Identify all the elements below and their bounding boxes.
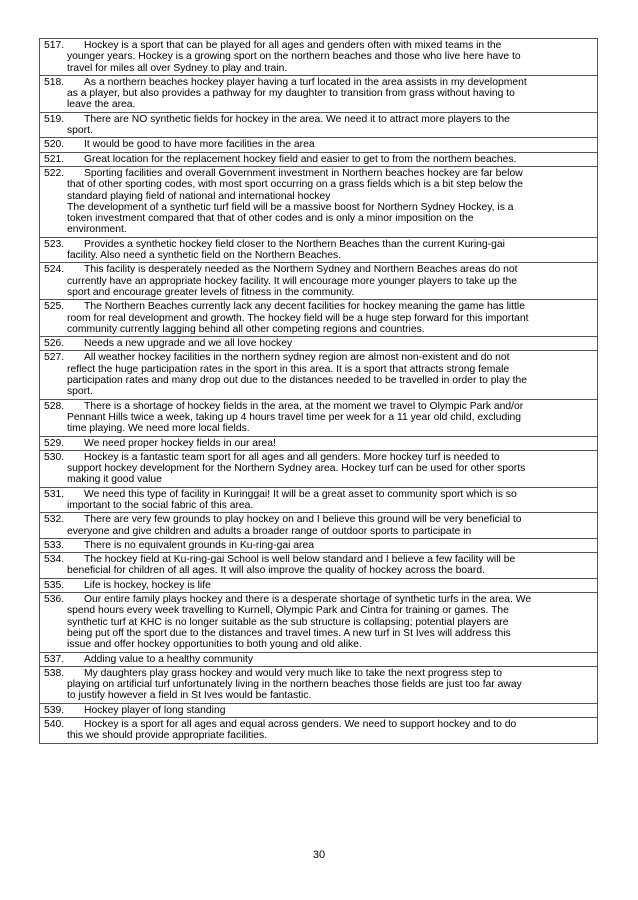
comment-row bbox=[39, 488, 598, 514]
comment-row bbox=[39, 593, 598, 652]
comment-line bbox=[44, 352, 593, 363]
comment-line bbox=[44, 250, 593, 261]
comment-line bbox=[44, 63, 593, 74]
comment-row bbox=[39, 300, 598, 337]
comment-number: 520. bbox=[44, 139, 65, 151]
comment-text: Hockey is a sport for all ages and equal across genders. We need to support hockey and to do bbox=[84, 719, 517, 731]
comment-number: 527. bbox=[44, 352, 65, 364]
comment-line bbox=[44, 213, 593, 224]
comment-text: playing on artificial turf unfortunately living in the northern beaches those fields are just too far away bbox=[67, 679, 522, 691]
comment-row bbox=[39, 400, 598, 437]
comment-line bbox=[44, 239, 593, 250]
comment-text: Adding value to a healthy community bbox=[84, 653, 254, 665]
comment-line bbox=[44, 514, 593, 525]
comment-row bbox=[39, 138, 598, 152]
comment-row bbox=[39, 167, 598, 238]
comment-line bbox=[44, 324, 593, 335]
comment-text: sport. bbox=[67, 386, 93, 398]
comment-text: everyone and give children and adults a broader range of outdoor sports to participate in bbox=[67, 525, 472, 537]
comment-text: Great location for the replacement hockey field and easier to get to from the northern beaches. bbox=[84, 153, 517, 165]
comment-text: important to the social fabric of this area. bbox=[67, 499, 254, 511]
comment-line bbox=[44, 51, 593, 62]
comment-text: The Northern Beaches currently lack any decent facilities for hockey meaning the game has little bbox=[84, 301, 525, 313]
comment-line bbox=[44, 423, 593, 434]
comment-text: sport. bbox=[67, 125, 93, 137]
comment-number: 528. bbox=[44, 400, 65, 412]
comment-line bbox=[44, 139, 593, 150]
comment-line bbox=[44, 114, 593, 125]
comment-text: room for real development and growth. The hockey field will be a huge step forward for this important bbox=[67, 312, 529, 324]
comment-text: There are very few grounds to play hockey on and I believe this ground will be very beneficial to bbox=[84, 514, 522, 526]
comment-text: currently have an appropriate hockey facility. It will encourage more younger players to take up the bbox=[67, 275, 518, 287]
comment-line bbox=[44, 654, 593, 665]
comment-line bbox=[44, 719, 593, 730]
comment-line bbox=[44, 338, 593, 349]
comment-number: 540. bbox=[44, 719, 65, 731]
comment-text: It would be good to have more facilities in the area bbox=[84, 139, 315, 151]
comment-line bbox=[44, 474, 593, 485]
comment-text: being put off the sport due to the distances and travel times. A new turf in St Ives will address this bbox=[67, 627, 511, 639]
comment-number: 518. bbox=[44, 76, 65, 88]
comment-text: reflect the huge participation rates in the sport in this area. It is a sport that attracts strong female bbox=[67, 363, 510, 375]
comment-row bbox=[39, 153, 598, 167]
comment-line bbox=[44, 364, 593, 375]
comment-line bbox=[44, 438, 593, 449]
comment-text: The hockey field at Ku-ring-gai School is well below standard and I believe a few facility will be bbox=[84, 554, 516, 566]
comment-line bbox=[44, 179, 593, 190]
comment-row bbox=[39, 704, 598, 718]
comment-row bbox=[39, 39, 598, 76]
comment-line bbox=[44, 401, 593, 412]
comment-text: We need proper hockey fields in our area! bbox=[84, 437, 276, 449]
comment-text: Sporting facilities and overall Government investment in Northern beaches hockey are far below bbox=[84, 167, 523, 179]
comment-line bbox=[44, 679, 593, 690]
comment-text: issue and offer hockey opportunities to both young and old alike. bbox=[67, 639, 362, 651]
comment-text: There is no equivalent grounds in Ku-ring-gai area bbox=[84, 539, 314, 551]
comment-text: There are NO synthetic fields for hockey in the area. We need it to attract more players to the bbox=[84, 113, 510, 125]
comment-number: 521. bbox=[44, 153, 65, 165]
comment-text: Life is hockey, hockey is life bbox=[84, 579, 211, 591]
comment-text: As a northern beaches hockey player having a turf located in the area assists in my development bbox=[84, 76, 527, 88]
comment-line bbox=[44, 690, 593, 701]
comment-row bbox=[39, 238, 598, 264]
comment-number: 535. bbox=[44, 579, 65, 591]
comment-number: 532. bbox=[44, 514, 65, 526]
comment-line bbox=[44, 628, 593, 639]
comments-table bbox=[39, 38, 598, 744]
comment-line bbox=[44, 526, 593, 537]
comment-number: 525. bbox=[44, 301, 65, 313]
comment-line bbox=[44, 301, 593, 312]
comment-text: environment. bbox=[67, 224, 127, 236]
comment-row bbox=[39, 76, 598, 113]
comment-text: participation rates and many drop out due to the distances needed to be travelled in order to play the bbox=[67, 375, 528, 387]
comment-row bbox=[39, 513, 598, 539]
comment-number: 522. bbox=[44, 167, 65, 179]
comment-text: Pennant Hills twice a week, taking up 4 hours travel time per week for a 11 year old child, excluding bbox=[67, 411, 522, 423]
comment-text: to justify however a field in St Ives would be fantastic. bbox=[67, 690, 312, 702]
comment-line bbox=[44, 500, 593, 511]
comment-text: We need this type of facility in Kuringgai! It will be a great asset to community sport which is so bbox=[84, 488, 517, 500]
comment-number: 537. bbox=[44, 653, 65, 665]
comment-text: There is a shortage of hockey fields in the area, at the moment we travel to Olympic Park and/or bbox=[84, 400, 524, 412]
comment-number: 531. bbox=[44, 488, 65, 500]
comment-line bbox=[44, 668, 593, 679]
comment-text: All weather hockey facilities in the northern sydney region are almost non-existent and do not bbox=[84, 352, 510, 364]
comment-line bbox=[44, 224, 593, 235]
comment-text: this we should provide appropriate facilities. bbox=[67, 730, 268, 742]
comment-row bbox=[39, 667, 598, 704]
comment-line bbox=[44, 202, 593, 213]
comment-text: travel for miles all over Sydney to play and train. bbox=[67, 62, 288, 74]
comment-text: support hockey development for the Northern Sydney area. Hockey turf can be used for other sports bbox=[67, 463, 526, 475]
comment-row bbox=[39, 718, 598, 744]
comment-text: Hockey is a sport that can be played for all ages and genders often with mixed teams in the bbox=[84, 40, 502, 51]
comment-text: beneficial for children of all ages. It will also improve the quality of hockey across the board. bbox=[67, 565, 485, 577]
comment-text: as a player, but also provides a pathway for my daughter to transition from grass without having to bbox=[67, 88, 515, 100]
comment-number: 536. bbox=[44, 594, 65, 606]
comment-number: 534. bbox=[44, 554, 65, 566]
comment-line bbox=[44, 40, 593, 51]
comment-text: younger years. Hockey is a growing sport on the northern beaches and those who live here have to bbox=[67, 51, 521, 63]
comment-row bbox=[39, 351, 598, 399]
comment-text: leave the area. bbox=[67, 99, 136, 111]
comment-line bbox=[44, 489, 593, 500]
comment-line bbox=[44, 594, 593, 605]
comment-text: synthetic turf at KHC is no longer suitable as the sub structure is collapsing; potential players are bbox=[67, 616, 509, 628]
comment-line bbox=[44, 463, 593, 474]
comment-line bbox=[44, 77, 593, 88]
comment-row bbox=[39, 579, 598, 593]
comment-number: 538. bbox=[44, 667, 65, 679]
comment-number: 523. bbox=[44, 238, 65, 250]
comment-number: 519. bbox=[44, 113, 65, 125]
comment-line bbox=[44, 375, 593, 386]
comment-text: Hockey is a fantastic team sport for all ages and all genders. More hockey turf is needed to bbox=[84, 451, 500, 463]
comment-text: standard playing field of national and international hockey bbox=[67, 190, 331, 202]
comment-text: This facility is desperately needed as the Northern Sydney and Northern Beaches areas do not bbox=[84, 264, 518, 276]
comment-line bbox=[44, 99, 593, 110]
comment-line bbox=[44, 705, 593, 716]
comment-text: sport and encourage greater levels of fitness in the community. bbox=[67, 286, 355, 298]
comment-number: 539. bbox=[44, 704, 65, 716]
comment-text: My daughters play grass hockey and would very much like to take the next progress step to bbox=[84, 667, 502, 679]
comment-line bbox=[44, 605, 593, 616]
comment-row bbox=[39, 451, 598, 488]
comment-line bbox=[44, 276, 593, 287]
comment-number: 530. bbox=[44, 451, 65, 463]
comment-line bbox=[44, 565, 593, 576]
comment-row bbox=[39, 263, 598, 300]
comment-line bbox=[44, 452, 593, 463]
comment-text: facility. Also need a synthetic field on the Northern Beaches. bbox=[67, 250, 342, 262]
comment-line bbox=[44, 580, 593, 591]
comment-text: making it good value bbox=[67, 474, 162, 486]
comment-text: Provides a synthetic hockey field closer to the Northern Beaches than the current Kuring-gai bbox=[84, 238, 505, 250]
comment-number: 524. bbox=[44, 264, 65, 276]
comment-line bbox=[44, 639, 593, 650]
comment-row bbox=[39, 553, 598, 579]
comment-row bbox=[39, 437, 598, 451]
comment-text: community currently lagging behind all other competing regions and countries. bbox=[67, 323, 425, 335]
comment-number: 517. bbox=[44, 40, 65, 51]
comment-text: spend hours every week travelling to Kurnell, Olympic Park and Cintra for training or games. The bbox=[67, 605, 509, 617]
comment-line bbox=[44, 125, 593, 136]
comment-line bbox=[44, 730, 593, 741]
comment-row bbox=[39, 113, 598, 139]
comment-text: Hockey player of long standing bbox=[84, 704, 226, 716]
comment-text: that of other sporting codes, with most sport occurring on a grass fields which is a bit step below the bbox=[67, 179, 523, 191]
comment-line bbox=[44, 264, 593, 275]
comment-line bbox=[44, 154, 593, 165]
comment-line bbox=[44, 168, 593, 179]
comment-text: Needs a new upgrade and we all love hockey bbox=[84, 338, 293, 350]
comment-number: 533. bbox=[44, 539, 65, 551]
comment-line bbox=[44, 386, 593, 397]
comment-text: time playing. We need more local fields. bbox=[67, 423, 250, 435]
comment-line bbox=[44, 88, 593, 99]
comment-text: token investment compared that that of other codes and is only a minor imposition on the bbox=[67, 213, 474, 225]
comment-line bbox=[44, 540, 593, 551]
comment-line bbox=[44, 554, 593, 565]
comment-line bbox=[44, 313, 593, 324]
page-number: 30 bbox=[312, 849, 326, 861]
comment-row bbox=[39, 337, 598, 351]
comment-text: The development of a synthetic turf field will be a massive boost for Northern Sydney Hockey, is a bbox=[67, 201, 514, 213]
comment-line bbox=[44, 287, 593, 298]
comment-line bbox=[44, 191, 593, 202]
comment-text: Our entire family plays hockey and there is a desperate shortage of synthetic turfs in the area. We bbox=[84, 594, 532, 606]
comment-row bbox=[39, 539, 598, 553]
comment-line bbox=[44, 412, 593, 423]
comment-line bbox=[44, 617, 593, 628]
comment-number: 529. bbox=[44, 437, 65, 449]
comment-row bbox=[39, 653, 598, 667]
comment-number: 526. bbox=[44, 338, 65, 350]
